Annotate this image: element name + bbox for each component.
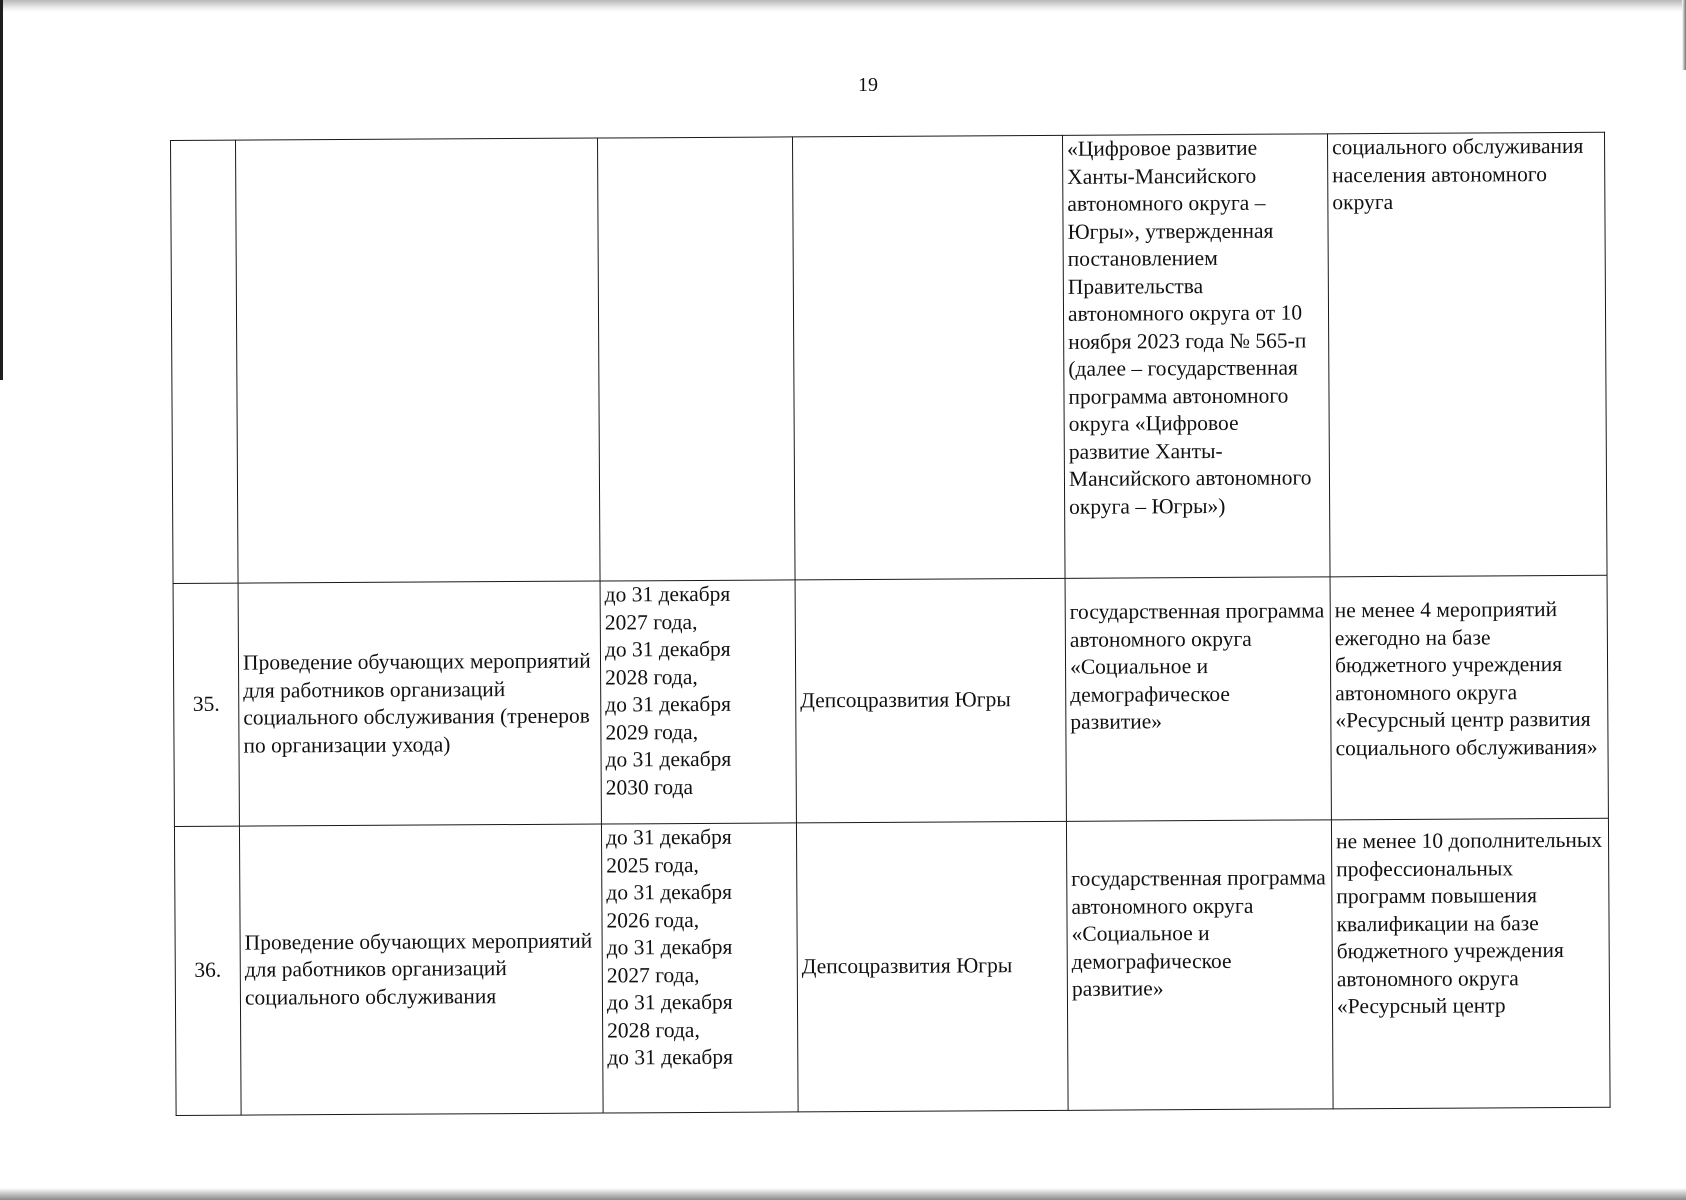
measures-table (170, 132, 1611, 1116)
result-cell: социального обслуживания населения автономного округа (1327, 132, 1607, 577)
deadline-cell (597, 137, 795, 581)
table-row (171, 132, 1608, 583)
scan-edge-top (0, 0, 1686, 12)
result-cell: не менее 10 дополнительных профессиональных программ повышения квалификации на базе бюджетного учреждения автономного округа «Ресурсный центр (1331, 818, 1610, 1109)
responsible-cell: Депсоцразвития Югры (796, 821, 1068, 1112)
funding-source-cell: государственная программа автономного округа «Социальное и демографическое развитие» (1065, 577, 1331, 822)
deadline-line: 2026 года, (606, 907, 700, 932)
table-row (174, 818, 1610, 1115)
deadline-line: до 31 декабря (606, 934, 733, 960)
deadline-line: 2027 года, (604, 609, 698, 635)
activity-cell (236, 138, 601, 583)
deadline-line: 2025 года, (606, 852, 699, 877)
deadline-line: до 31 декабря (605, 746, 732, 772)
deadline-line: до 31 декабря (605, 691, 731, 717)
deadline-line: до 31 декабря (607, 1044, 734, 1070)
deadline-line: 2028 года, (605, 664, 698, 690)
deadline-line: до 31 декабря (606, 879, 733, 905)
funding-source-cell: государственная программа автономного округа «Социальное и демографическое развитие» (1066, 820, 1333, 1111)
deadline-cell (601, 823, 798, 1113)
row-number-cell: 35. (173, 583, 239, 826)
scan-edge-bottom (0, 1188, 1686, 1200)
deadline-cell (600, 580, 796, 824)
deadline-line: 2028 года, (607, 1017, 700, 1042)
row-number-cell: 36. (174, 826, 241, 1115)
deadline-line: до 31 декабря (606, 989, 733, 1015)
scan-edge-right (1682, 0, 1686, 70)
activity-cell: Проведение обучающих мероприятий для работников организаций социального обслуживания (239, 824, 603, 1115)
row-number-cell (171, 140, 239, 583)
responsible-cell: Депсоцразвития Югры (795, 578, 1066, 823)
result-cell: не менее 4 мероприятий ежегодно на базе бюджетного учреждения автономного округа «Ресурсный центр развития социального обслуживания» (1330, 575, 1608, 820)
funding-source-cell: «Цифровое развитие Ханты-Мансийского автономного округа – Югры», утвержденная постановлением Правительства автономного округа от 10 ноября 2023 года № 565-п (далее – государственная программа автономного округа «Цифровое развитие Ханты-Мансийского автономного округа – Югры») (1062, 134, 1330, 579)
activity-cell: Проведение обучающих мероприятий для работников организаций социального обслуживания (тренеров по организации ухода) (238, 581, 601, 826)
page-number: 19 (858, 74, 878, 96)
deadline-line: до 31 декабря (604, 636, 731, 662)
deadline-line: до 31 декабря (604, 581, 731, 607)
deadline-line: 2027 года, (606, 962, 700, 987)
deadline-line: 2029 года, (605, 719, 699, 745)
table-row (173, 575, 1608, 826)
responsible-cell (792, 135, 1065, 580)
deadline-line: до 31 декабря (605, 824, 732, 850)
deadline-line: 2030 года (605, 774, 694, 800)
scan-edge-left (0, 0, 3, 380)
